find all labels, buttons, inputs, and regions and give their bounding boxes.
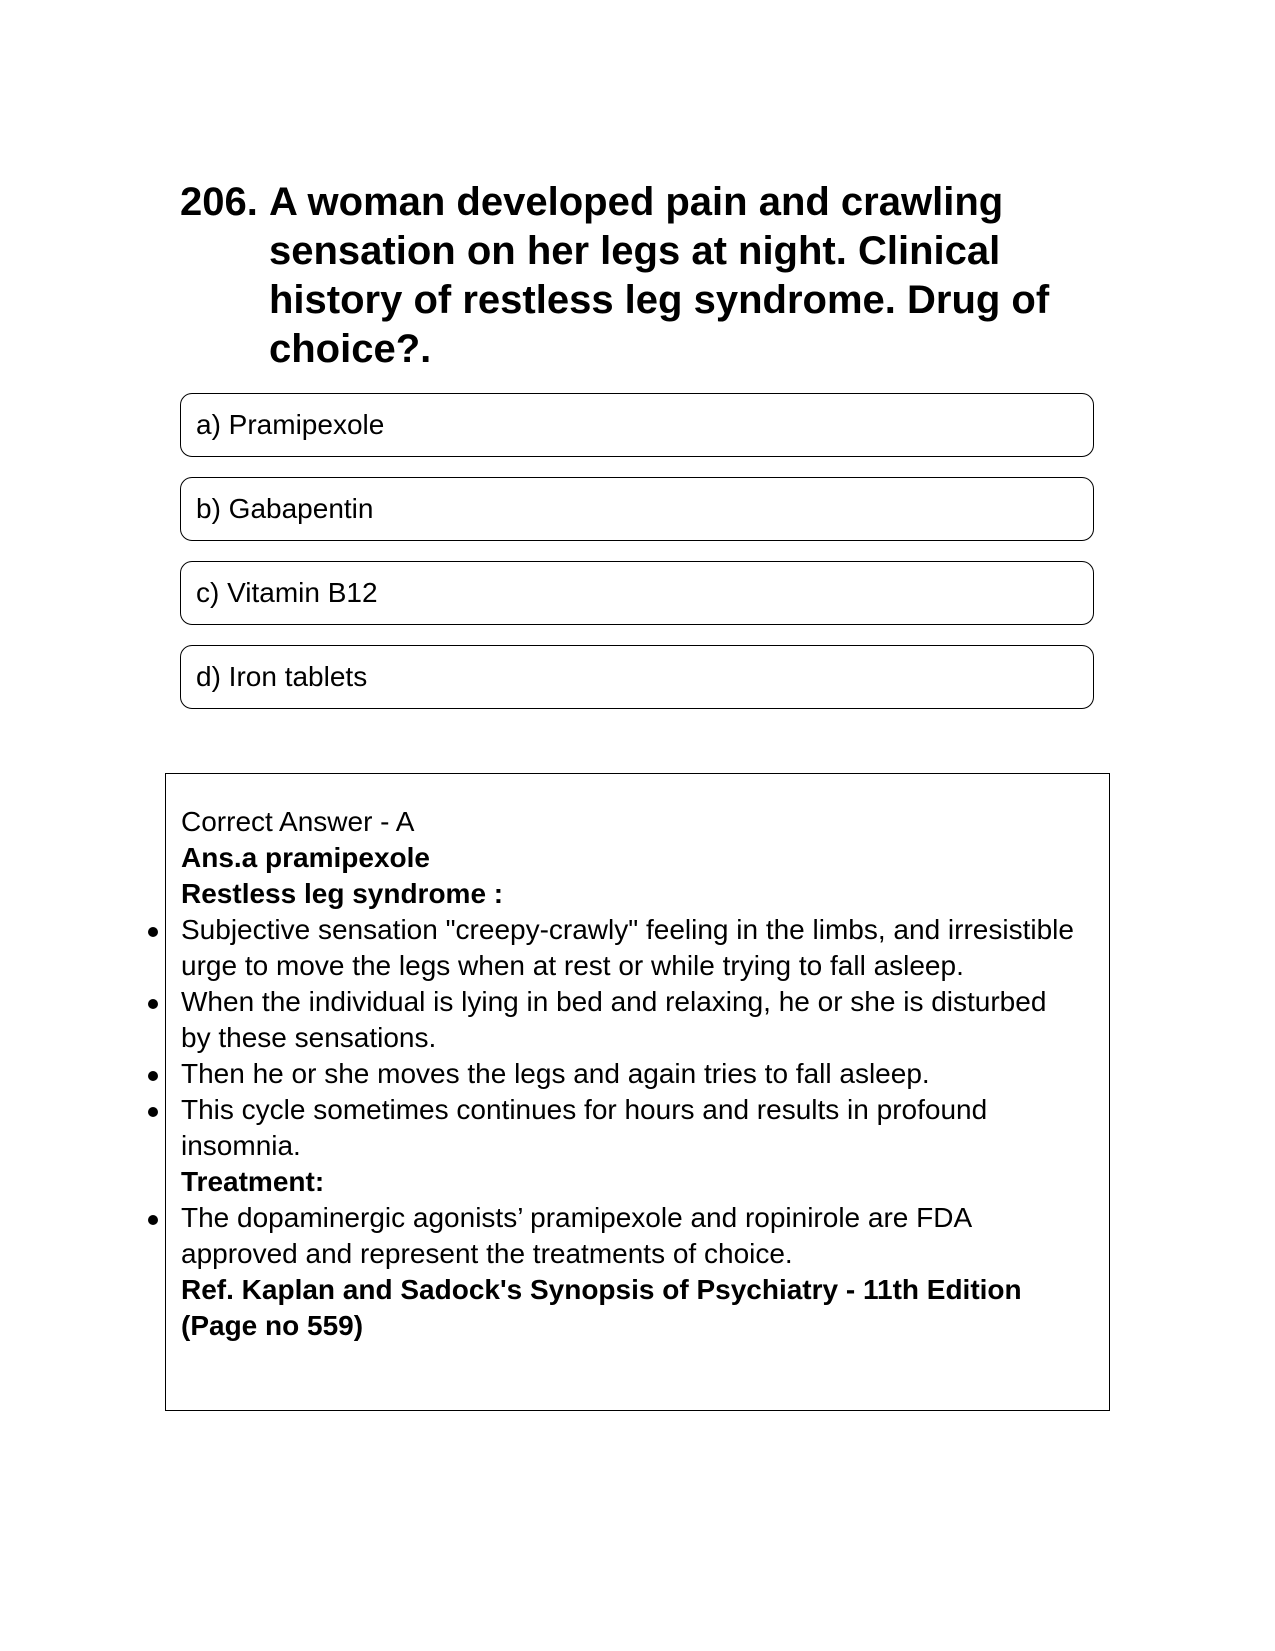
list-item <box>181 984 1081 1056</box>
bullet-icon <box>148 999 158 1009</box>
question-number: 206. <box>180 180 258 224</box>
bullet-text: Subjective sensation "creepy-crawly" feeling in the limbs, and irresistible urge to move the legs when at rest or while trying to fall asleep. <box>181 914 1074 981</box>
bullet-icon <box>148 927 158 937</box>
section-heading-treatment: Treatment: <box>181 1166 325 1197</box>
reference: Ref. Kaplan and Sadock's Synopsis of Psychiatry - 11th Edition (Page no 559) <box>181 1274 1022 1341</box>
list-item <box>181 912 1081 984</box>
list-item <box>181 1056 1081 1092</box>
bullet-text: The dopaminergic agonists’ pramipexole and ropinirole are FDA approved and represent the treatments of choice. <box>181 1202 971 1269</box>
option-a[interactable]: a) Pramipexole <box>180 393 1094 457</box>
list-item <box>181 1092 1081 1164</box>
list-item <box>181 1200 1081 1272</box>
question-text: A woman developed pain and crawling sensation on her legs at night. Clinical history of restless leg syndrome. Drug of choice?. <box>269 180 1050 371</box>
correct-answer: Correct Answer - A <box>181 806 415 837</box>
bullet-text: When the individual is lying in bed and relaxing, he or she is disturbed by these sensations. <box>181 986 1047 1053</box>
option-b[interactable]: b) Gabapentin <box>180 477 1094 541</box>
bullet-icon <box>148 1215 158 1225</box>
question <box>180 178 1100 374</box>
bullet-text: Then he or she moves the legs and again tries to fall asleep. <box>181 1058 930 1089</box>
answer-content <box>181 804 1081 1344</box>
option-d[interactable]: d) Iron tablets <box>180 645 1094 709</box>
answer-line: Ans.a pramipexole <box>181 842 430 873</box>
bullet-text: This cycle sometimes continues for hours and results in profound insomnia. <box>181 1094 988 1161</box>
bullet-icon <box>148 1107 158 1117</box>
option-c[interactable]: c) Vitamin B12 <box>180 561 1094 625</box>
bullet-icon <box>148 1071 158 1081</box>
section-heading-rls: Restless leg syndrome : <box>181 878 504 909</box>
